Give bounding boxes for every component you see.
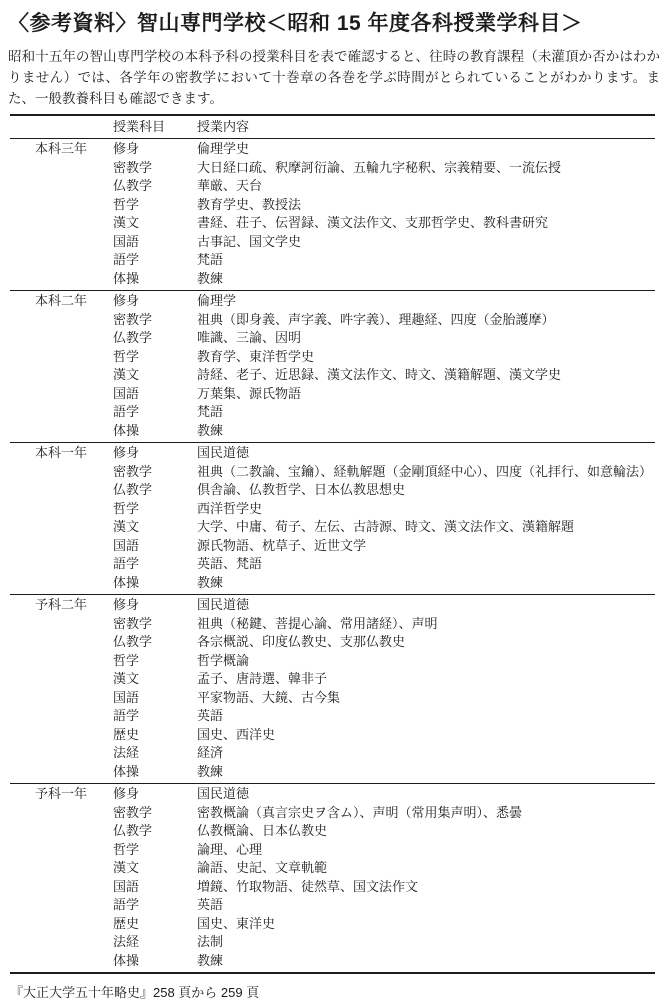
table-row <box>10 896 655 915</box>
content-cell: 各宗概説、印度仏教史、支那仏教史 <box>197 634 406 649</box>
year-cell <box>10 537 113 556</box>
table-body <box>10 139 655 972</box>
content-cell: 祖典（秘鍵、菩提心論、常用諸経）、声明 <box>197 615 438 631</box>
subject-cell: 歴史 <box>113 915 140 931</box>
source-citation: 『大正大学五十年略史』258 頁から 259 頁 <box>10 985 260 1000</box>
year-cell <box>10 763 113 782</box>
content-cell: 梵語 <box>197 404 224 419</box>
year-cell <box>10 500 113 519</box>
subject-cell: 仏教学 <box>113 330 153 345</box>
content-cell: 教練 <box>197 763 224 779</box>
year-cell <box>10 744 113 763</box>
table-row <box>10 214 655 233</box>
content-cell: 英語 <box>197 897 224 912</box>
year-cell <box>10 403 113 422</box>
table-row <box>10 952 655 971</box>
subject-cell: 哲学 <box>113 652 140 668</box>
content-cell: 哲学概論 <box>197 652 250 668</box>
subject-cell: 体操 <box>113 422 140 438</box>
intro-paragraph: 昭和十五年の智山専門学校の本科予科の授業科目を表で確認すると、往時の教育課程（未灌頂か否かはわかりません）では、各学年の密教学において十巻章の各巻を学ぶ時間がとられていることがわかります。また、一般教養科目も確認できます。 <box>8 49 660 106</box>
year-cell <box>10 329 113 348</box>
content-cell: 万葉集、源氏物語 <box>197 385 302 401</box>
table-row <box>10 385 655 404</box>
subject-cell: 密教学 <box>113 615 153 631</box>
year-cell <box>10 633 113 652</box>
subject-cell: 語学 <box>113 556 140 571</box>
year-cell <box>10 251 113 270</box>
subject-cell: 哲学 <box>113 841 140 857</box>
table-row <box>10 348 655 367</box>
year-cell: 本科一年 <box>35 445 88 460</box>
table-row <box>10 915 655 934</box>
content-cell: 倫理学史 <box>197 141 250 156</box>
content-cell: 教練 <box>197 574 224 590</box>
year-cell <box>10 196 113 215</box>
table-row <box>10 878 655 897</box>
table-row <box>10 822 655 841</box>
content-cell: 英語 <box>197 708 224 723</box>
content-cell: 論理、心理 <box>197 841 263 857</box>
subject-cell: 法経 <box>113 745 140 760</box>
subject-cell: 密教学 <box>113 159 153 175</box>
table-row <box>10 196 655 215</box>
table-header-row <box>10 116 655 139</box>
year-cell <box>10 574 113 593</box>
table-row <box>10 159 655 178</box>
table-section <box>10 783 655 972</box>
table-row <box>10 329 655 348</box>
table-row <box>10 859 655 878</box>
table-row <box>10 841 655 860</box>
content-cell: 英語、梵語 <box>197 556 263 571</box>
table-row <box>10 403 655 422</box>
content-cell: 教育学史、教授法 <box>197 196 302 212</box>
year-cell: 予科二年 <box>35 597 88 612</box>
year-cell <box>10 841 113 860</box>
subject-cell: 体操 <box>113 763 140 779</box>
year-cell <box>10 555 113 574</box>
year-cell <box>10 896 113 915</box>
table-row <box>10 537 655 556</box>
content-cell: 古事記、国文学史 <box>197 233 302 249</box>
subject-cell: 語学 <box>113 404 140 419</box>
content-cell: 梵語 <box>197 252 224 267</box>
table-row <box>10 652 655 671</box>
table-row <box>10 689 655 708</box>
content-cell: 国民道徳 <box>197 786 250 801</box>
table-section <box>10 594 655 783</box>
year-cell <box>10 804 113 823</box>
header-subject: 授業科目 <box>113 119 166 134</box>
table-row <box>10 726 655 745</box>
table-row <box>10 763 655 782</box>
year-cell: 本科三年 <box>35 141 88 156</box>
table-row <box>10 707 655 726</box>
year-cell <box>10 270 113 289</box>
year-cell <box>10 952 113 971</box>
table-row <box>10 804 655 823</box>
subject-cell: 語学 <box>113 252 140 267</box>
table-row <box>10 518 655 537</box>
content-cell: 法制 <box>197 934 224 949</box>
table-section <box>10 442 655 594</box>
subject-cell: 国語 <box>113 537 140 553</box>
year-cell <box>10 615 113 634</box>
table-row <box>10 444 655 463</box>
content-cell: 大学、中庸、荀子、左伝、古詩源、時文、漢文法作文、漢籍解題 <box>197 519 575 534</box>
table-row <box>10 615 655 634</box>
content-cell: 増鏡、竹取物語、徒然草、国文法作文 <box>197 878 419 894</box>
subject-cell: 体操 <box>113 952 140 968</box>
subject-cell: 仏教学 <box>113 823 153 838</box>
subject-cell: 国語 <box>113 689 140 705</box>
content-cell: 国史、西洋史 <box>197 726 276 742</box>
year-cell <box>10 481 113 500</box>
table-row <box>10 270 655 289</box>
year-cell <box>10 915 113 934</box>
page-title: 〈参考資料〉智山専門学校＜昭和 15 年度各科授業学科目＞ <box>8 12 583 35</box>
table-row <box>10 292 655 311</box>
content-cell: 国民道徳 <box>197 597 250 612</box>
subject-cell: 密教学 <box>113 804 153 820</box>
content-cell: 教練 <box>197 952 224 968</box>
subject-cell: 国語 <box>113 385 140 401</box>
table-row <box>10 574 655 593</box>
subject-cell: 修身 <box>113 445 140 460</box>
table-row <box>10 311 655 330</box>
year-cell <box>10 214 113 233</box>
curriculum-table <box>10 114 655 974</box>
table-section <box>10 290 655 442</box>
year-cell: 予科一年 <box>35 786 88 801</box>
year-cell <box>10 689 113 708</box>
subject-cell: 漢文 <box>113 367 140 382</box>
table-row <box>10 744 655 763</box>
year-cell <box>10 177 113 196</box>
table-row <box>10 500 655 519</box>
content-cell: 華厳、天台 <box>197 178 263 193</box>
subject-cell: 語学 <box>113 708 140 723</box>
subject-cell: 密教学 <box>113 311 153 327</box>
subject-cell: 密教学 <box>113 463 153 479</box>
subject-cell: 修身 <box>113 597 140 612</box>
subject-cell: 体操 <box>113 270 140 286</box>
subject-cell: 法経 <box>113 934 140 949</box>
content-cell: 祖典（二教論、宝鑰）、経軌解題（金剛頂経中心）、四度（礼拝行、如意輪法） <box>197 463 653 479</box>
content-cell: 国民道徳 <box>197 445 250 460</box>
content-cell: 倶舎論、仏教哲学、日本仏教思想史 <box>197 482 406 497</box>
year-cell <box>10 707 113 726</box>
year-cell <box>10 822 113 841</box>
content-cell: 経済 <box>197 745 224 760</box>
table-section <box>10 139 655 290</box>
subject-cell: 修身 <box>113 141 140 156</box>
content-cell: 倫理学 <box>197 293 237 308</box>
table-row <box>10 933 655 952</box>
year-cell <box>10 878 113 897</box>
year-cell <box>10 463 113 482</box>
content-cell: 教育学、東洋哲学史 <box>197 348 315 364</box>
table-row <box>10 555 655 574</box>
header-year-spacer <box>10 118 113 135</box>
year-cell <box>10 311 113 330</box>
year-cell <box>10 348 113 367</box>
table-row <box>10 785 655 804</box>
subject-cell: 仏教学 <box>113 634 153 649</box>
content-cell: 平家物語、大鏡、古今集 <box>197 689 341 705</box>
table-row <box>10 670 655 689</box>
subject-cell: 哲学 <box>113 500 140 516</box>
table-row <box>10 366 655 385</box>
year-cell <box>10 652 113 671</box>
year-cell <box>10 518 113 537</box>
content-cell: 仏教概論、日本仏教史 <box>197 823 328 838</box>
year-cell <box>10 366 113 385</box>
table-row <box>10 251 655 270</box>
year-cell <box>10 159 113 178</box>
subject-cell: 体操 <box>113 574 140 590</box>
header-content: 授業内容 <box>197 119 250 134</box>
subject-cell: 漢文 <box>113 860 140 875</box>
content-cell: 孟子、唐詩選、韓非子 <box>197 671 328 686</box>
table-row <box>10 140 655 159</box>
subject-cell: 哲学 <box>113 348 140 364</box>
year-cell <box>10 422 113 441</box>
year-cell <box>10 385 113 404</box>
content-cell: 祖典（即身義、声字義、吽字義）、理趣経、四度（金胎護摩） <box>197 311 555 327</box>
table-row <box>10 633 655 652</box>
year-cell: 本科二年 <box>35 293 88 308</box>
content-cell: 大日経口疏、釈摩訶衍論、五輪九字秘釈、宗義精要、一流伝授 <box>197 159 562 175</box>
subject-cell: 国語 <box>113 878 140 894</box>
table-row <box>10 463 655 482</box>
table-row <box>10 422 655 441</box>
content-cell: 唯識、三論、因明 <box>197 330 302 345</box>
content-cell: 教練 <box>197 270 224 286</box>
subject-cell: 国語 <box>113 233 140 249</box>
subject-cell: 仏教学 <box>113 178 153 193</box>
subject-cell: 哲学 <box>113 196 140 212</box>
subject-cell: 修身 <box>113 293 140 308</box>
content-cell: 西洋哲学史 <box>197 500 263 516</box>
table-row <box>10 177 655 196</box>
content-cell: 国史、東洋史 <box>197 915 276 931</box>
subject-cell: 漢文 <box>113 671 140 686</box>
content-cell: 密教概論（真言宗史ヲ含ム）、声明（常用集声明）、悉曇 <box>197 804 523 820</box>
year-cell <box>10 726 113 745</box>
year-cell <box>10 233 113 252</box>
content-cell: 源氏物語、枕草子、近世文学 <box>197 537 367 553</box>
content-cell: 詩経、老子、近思録、漢文法作文、時文、漢籍解題、漢文学史 <box>197 367 562 382</box>
year-cell <box>10 670 113 689</box>
content-cell: 教練 <box>197 422 224 438</box>
year-cell <box>10 933 113 952</box>
subject-cell: 漢文 <box>113 215 140 230</box>
content-cell: 書経、荘子、伝習録、漢文法作文、支那哲学史、教科書研究 <box>197 215 549 230</box>
subject-cell: 仏教学 <box>113 482 153 497</box>
table-row <box>10 596 655 615</box>
subject-cell: 歴史 <box>113 726 140 742</box>
subject-cell: 語学 <box>113 897 140 912</box>
content-cell: 論語、史記、文章軌範 <box>197 860 328 875</box>
table-row <box>10 233 655 252</box>
table-row <box>10 481 655 500</box>
subject-cell: 漢文 <box>113 519 140 534</box>
subject-cell: 修身 <box>113 786 140 801</box>
year-cell <box>10 859 113 878</box>
